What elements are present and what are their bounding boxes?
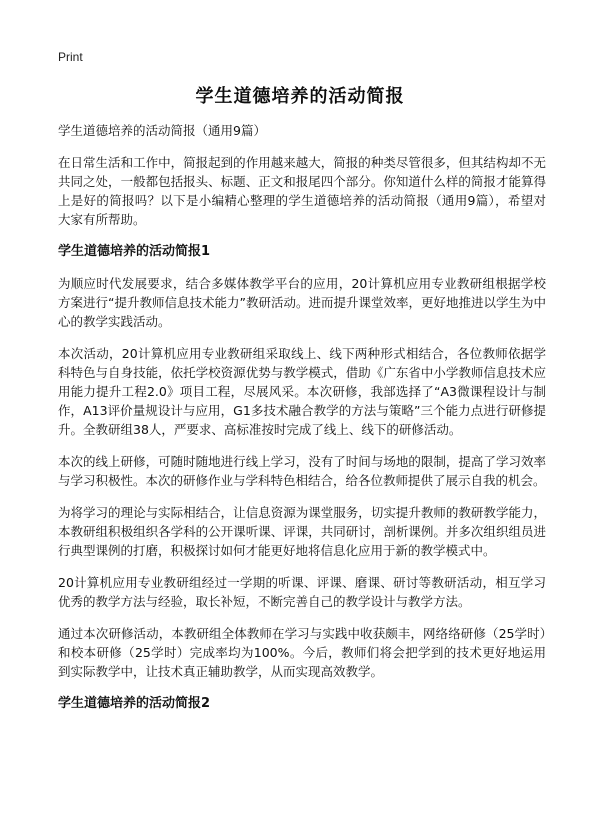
intro-paragraph: 在日常生活和工作中，简报起到的作用越来越大，简报的种类尽管很多，但其结构却不无共同之处，一般都包括报头、标题、正文和报尾四个部分。你知道什么样的简报才能算得上是好的简报吗？以下是小编精心整理的学生道德培养的活动简报（通用9篇），希望对大家有所帮助。 — [58, 155, 546, 227]
page-title: 学生道德培养的活动简报 — [195, 86, 405, 107]
print-link[interactable]: Print — [58, 50, 83, 64]
document-subtitle: 学生道德培养的活动简报（通用9篇） — [58, 123, 266, 138]
section1-paragraph: 本次活动，20计算机应用专业教研组采取线上、线下两种形式相结合，各位教师依据学科特色与自身技能，依托学校资源优势与教学模式，借助《广东省中小学教师信息技术应用能力提升工程2.0》项目工程，尽展风采。本次研修，我部选择了“A3微课程设计与制作，A13评价量规设计与应用，G1多技术融合教学的方法与策略”三个能力点进行研修提升。全教研组38人，严要求、高标准按时完成了线上、线下的研修活动。 — [58, 346, 546, 437]
section-heading-2: 学生道德培养的活动简报2 — [58, 696, 211, 711]
section1-paragraph: 为顺应时代发展要求，结合多媒体教学平台的应用，20计算机应用专业教研组根据学校方案进行“提升教师信息技术能力”教研活动。进而提升课堂效率，更好地推进以学生为中心的教学实践活动。 — [58, 276, 546, 329]
section1-paragraph: 通过本次研修活动，本教研组全体教师在学习与实践中收获颇丰，网络络研修（25学时）和校本研修（25学时）完成率均为100%。今后，教师们将会把学到的技术更好地运用到实际教学中，让技术真正辅助教学，从而实现高效教学。 — [58, 626, 546, 679]
section1-paragraph: 20计算机应用专业教研组经过一学期的听课、评课、磨课、研讨等教研活动，相互学习优秀的教学方法与经验，取长补短，不断完善自己的教学设计与教学方法。 — [58, 575, 546, 609]
section-heading-1: 学生道德培养的活动简报1 — [58, 244, 211, 259]
section1-paragraph: 为将学习的理论与实际相结合，让信息资源为课堂服务，切实提升教师的教研教学能力，本教研组积极组织各学科的公开课听课、评课，共同研讨，剖析课例。并多次组织组员进行典型课例的打磨，积极探讨如何才能更好地将信息化应用于新的教学模式中。 — [58, 505, 546, 558]
document-body — [58, 122, 546, 726]
section1-paragraph: 本次的线上研修，可随时随地进行线上学习，没有了时间与场地的限制，提高了学习效率与学习积极性。本次的研修作业与学科特色相结合，给各位教师提供了展示自我的机会。 — [58, 454, 546, 488]
